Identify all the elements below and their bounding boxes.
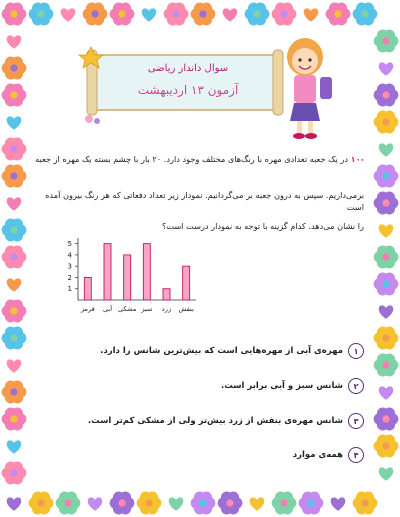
x-tick-label: مشکی [118,305,137,313]
border-heart-icon [250,497,265,510]
border-heart-icon [169,497,184,510]
option-text: مهره‌ی آبی از مهره‌هایی است که بیش‌ترین شانس را دارد. [100,346,343,356]
border-flower-icon [374,30,399,53]
border-flower-icon [374,111,399,134]
y-tick-label: 1 [67,285,72,294]
border-flower-icon [137,492,162,515]
border-heart-icon [7,197,22,210]
border-flower-icon [2,57,27,80]
border-flower-icon [56,492,81,515]
question-line-1 [34,153,364,165]
x-tick-label: قرمز [80,305,95,313]
border-flower-icon [299,492,324,515]
border-flower-icon [374,354,399,377]
banner-subtitle: آزمون ۱۳ اردیبهشت [137,83,239,97]
border-flower-icon [374,408,399,431]
border-heart-icon [304,8,319,21]
border-heart-icon [142,8,157,21]
border-flower-icon [2,3,27,26]
question-number: -۱۰ [350,154,364,164]
border-flower-icon [29,492,54,515]
option-4[interactable] [293,447,364,463]
border-flower-icon [2,381,27,404]
border-flower-icon [110,492,135,515]
border-flower-icon [374,435,399,458]
border-flower-icon [353,492,378,515]
border-flower-icon [2,408,27,431]
option-3[interactable] [88,413,364,429]
border-flower-icon [191,3,216,26]
border-heart-icon [379,305,394,318]
border-flower-icon [374,165,399,188]
border-flower-icon [2,84,27,107]
border-heart-icon [379,224,394,237]
border-flower-icon [29,3,54,26]
border-heart-icon [7,116,22,129]
question-line-2: برمی‌داریم. سپس به درون جعبه بر می‌گردانیم. نمودار زیر تعداد دفعاتی که هر رنگ بیرون آمده است [45,190,364,212]
bar-3 [124,255,131,300]
border-heart-icon [61,8,76,21]
banner-title: سوال داندار ریاضی [147,63,229,74]
border-flower-icon [272,492,297,515]
border-flower-icon [245,3,270,26]
x-tick-label: زرد [161,305,172,313]
border-flower-icon [110,3,135,26]
border-flower-icon [374,327,399,350]
border-flower-icon [374,84,399,107]
option-text: شانس سبز و آبی برابر است. [220,381,343,391]
border-flower-icon [374,246,399,269]
border-heart-icon [331,497,346,510]
border-flower-icon [272,3,297,26]
border-flower-icon [2,165,27,188]
bar-4 [143,244,150,300]
chart-axes [78,238,196,300]
option-1[interactable] [100,343,364,359]
border-heart-icon [223,8,238,21]
border-flower-icon [164,3,189,26]
border-heart-icon [379,143,394,156]
border-heart-icon [7,278,22,291]
border-heart-icon [379,467,394,480]
bar-chart [56,232,206,332]
border-flower-icon [326,3,351,26]
question-line-3: را نشان می‌دهد. کدام گزینه با توجه به نمودار درست است؟ [161,221,364,231]
y-tick-label: 2 [67,273,72,282]
bar-6 [183,266,190,300]
bar-1 [84,277,91,300]
header-banner [75,45,285,125]
y-tick-label: 3 [67,262,72,271]
option-number-badge: ۲ [348,378,364,394]
bar-5 [163,289,170,300]
option-number-badge: ۳ [348,413,364,429]
option-number-badge: ۴ [348,447,364,463]
border-heart-icon [7,497,22,510]
border-flower-icon [2,327,27,350]
option-text: شانس مهره‌ی بنفش از زرد بیش‌تر ولی از مشکی کم‌تر است. [87,416,343,426]
border-flower-icon [374,192,399,215]
border-flower-icon [218,492,243,515]
question-text-1: در یک جعبه تعدادی مهره با رنگ‌های مختلف وجود دارد. ۲۰ بار با چشم بسته یک مهره از جعبه [35,154,348,164]
border-flower-icon [2,246,27,269]
border-flower-icon [374,273,399,296]
option-number-badge: ۱ [348,343,364,359]
y-tick-label: 5 [67,240,72,249]
bar-2 [104,244,111,300]
border-heart-icon [7,440,22,453]
border-heart-icon [379,386,394,399]
border-flower-icon [2,138,27,161]
border-flower-icon [353,3,378,26]
border-heart-icon [379,62,394,75]
border-flower-icon [191,492,216,515]
y-tick-label: 4 [67,251,72,260]
border-heart-icon [7,359,22,372]
border-flower-icon [2,300,27,323]
cartoon-girl-illustration [270,33,340,143]
border-heart-icon [7,35,22,48]
option-2[interactable] [221,378,364,394]
x-tick-label: آبی [102,305,113,313]
border-heart-icon [88,497,103,510]
x-tick-label: سبز [141,305,153,313]
border-flower-icon [83,3,108,26]
border-flower-icon [2,219,27,242]
x-tick-label: بنفش [178,305,194,313]
border-flower-icon [2,462,27,485]
option-text: همه‌ی موارد [292,450,343,460]
